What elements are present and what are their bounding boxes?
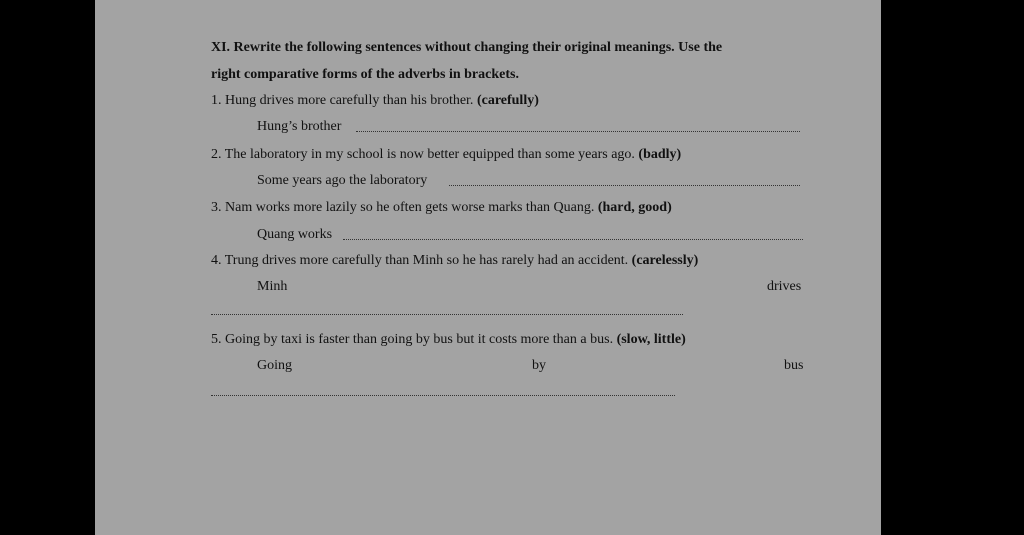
question-5 [211, 332, 686, 348]
question-hint: (slow, little) [616, 332, 686, 347]
question-1 [211, 93, 539, 109]
question-hint: (badly) [638, 147, 682, 162]
exercise-heading-line2: right comparative forms of the adverbs in brackets. [211, 67, 519, 82]
answer-end-5: bus [784, 358, 804, 373]
answer-line-4[interactable] [211, 314, 683, 315]
answer-line-1[interactable] [356, 131, 800, 132]
question-4 [211, 253, 698, 269]
question-number: 5. [211, 332, 222, 347]
question-sentence: Nam works more lazily so he often gets worse marks than Quang. [225, 200, 595, 215]
answer-start-3: Quang works [257, 227, 333, 242]
question-2 [211, 147, 681, 163]
question-sentence: Going by taxi is faster than going by bus but it costs more than a bus. [225, 332, 614, 347]
answer-start-2: Some years ago the laboratory [257, 173, 428, 188]
question-number: 2. [211, 147, 222, 162]
worksheet-page [95, 0, 881, 535]
question-hint: (carelessly) [631, 253, 699, 268]
question-sentence: Hung drives more carefully than his brother. [225, 93, 474, 108]
answer-start-5: Going [257, 358, 292, 373]
question-3 [211, 200, 672, 216]
answer-mid-5: by [532, 358, 546, 373]
question-number: 1. [211, 93, 222, 108]
answer-line-3[interactable] [343, 239, 803, 240]
question-hint: (hard, good) [597, 200, 672, 215]
exercise-heading-line1: XI. Rewrite the following sentences without changing their original meanings. Use the [211, 40, 723, 55]
answer-line-2[interactable] [449, 185, 800, 186]
answer-start-4: Minh [257, 279, 288, 294]
question-hint: (carefully) [476, 93, 539, 108]
answer-start-1: Hung’s brother [257, 119, 342, 134]
answer-end-4: drives [767, 279, 802, 294]
question-number: 3. [211, 200, 222, 215]
question-sentence: Trung drives more carefully than Minh so he has rarely had an accident. [224, 253, 629, 268]
answer-line-5[interactable] [211, 395, 675, 396]
question-sentence: The laboratory in my school is now better equipped than some years ago. [224, 147, 635, 162]
question-number: 4. [211, 253, 222, 268]
